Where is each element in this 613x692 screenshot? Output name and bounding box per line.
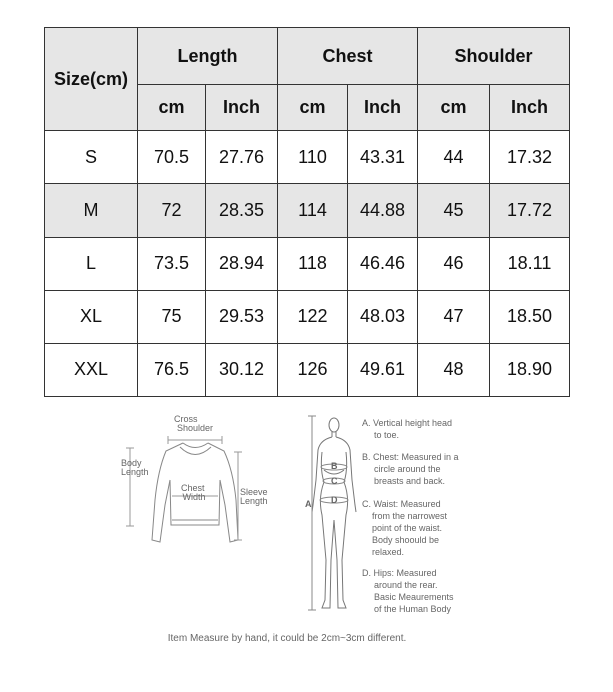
table-cell: 29.53 [206, 290, 278, 343]
size-cell: XXL [45, 343, 138, 396]
size-cell: L [45, 237, 138, 290]
marker-c: C [331, 476, 338, 486]
table-cell: 45 [418, 184, 490, 237]
body-measure-lines [308, 416, 348, 610]
table-cell: 76.5 [138, 343, 206, 396]
measurement-diagram [0, 400, 613, 660]
table-row [45, 131, 570, 184]
unit-header: Inch [348, 85, 418, 131]
cross-shoulder-label: Cross Shoulder [173, 414, 214, 433]
size-cell: S [45, 131, 138, 184]
table-cell: 48 [418, 343, 490, 396]
table-cell: 126 [278, 343, 348, 396]
table-row [45, 290, 570, 343]
table-cell: 44 [418, 131, 490, 184]
unit-header: cm [138, 85, 206, 131]
table-cell: 27.76 [206, 131, 278, 184]
table-cell: 49.61 [348, 343, 418, 396]
table-cell: 28.94 [206, 237, 278, 290]
marker-b: B [331, 461, 338, 471]
body-length-label: Body Length [121, 458, 149, 477]
marker-a: A [305, 499, 312, 509]
table-cell: 72 [138, 184, 206, 237]
size-header: Size(cm) [45, 28, 138, 131]
table-cell: 46 [418, 237, 490, 290]
table-cell: 110 [278, 131, 348, 184]
table-cell: 17.32 [490, 131, 570, 184]
shoulder-header: Shoulder [418, 28, 570, 85]
note-a: A. Vertical height head to toe. [362, 418, 453, 440]
table-cell: 18.11 [490, 237, 570, 290]
unit-header: cm [278, 85, 348, 131]
table-cell: 30.12 [206, 343, 278, 396]
table-cell: 44.88 [348, 184, 418, 237]
size-cell: M [45, 184, 138, 237]
table-cell: 17.72 [490, 184, 570, 237]
header-group-row [45, 28, 570, 85]
size-cell: XL [45, 290, 138, 343]
table-cell: 43.31 [348, 131, 418, 184]
measurement-footnote: Item Measure by hand, it could be 2cm~3cm different. [167, 633, 407, 644]
length-header: Length [138, 28, 278, 85]
chest-header: Chest [278, 28, 418, 85]
table-cell: 122 [278, 290, 348, 343]
table-cell: 75 [138, 290, 206, 343]
unit-header: cm [418, 85, 490, 131]
size-chart-table [44, 27, 570, 397]
note-d: D. Hips: Measured around the rear. Basic Meaurements of the Human Body [362, 568, 454, 614]
sleeve-length-label: Sleeve Length [240, 487, 268, 506]
table-row [45, 237, 570, 290]
note-b: B. Chest: Measured in a circle around the breasts and back. [362, 452, 459, 486]
table-cell: 46.46 [348, 237, 418, 290]
table-row [45, 184, 570, 237]
table-cell: 18.50 [490, 290, 570, 343]
table-cell: 48.03 [348, 290, 418, 343]
table-cell: 28.35 [206, 184, 278, 237]
chest-width-label: Chest Width [180, 483, 206, 502]
table-cell: 47 [418, 290, 490, 343]
table-cell: 114 [278, 184, 348, 237]
table-cell: 118 [278, 237, 348, 290]
table-cell: 70.5 [138, 131, 206, 184]
marker-d: D [331, 495, 338, 505]
body-figure-icon [312, 418, 356, 608]
table-cell: 18.90 [490, 343, 570, 396]
table-cell: 73.5 [138, 237, 206, 290]
unit-header: Inch [490, 85, 570, 131]
table-row [45, 343, 570, 396]
unit-header: Inch [206, 85, 278, 131]
note-c: C. Waist: Measured from the narrowest point of the waist. Body shoould be relaxed. [362, 499, 448, 557]
